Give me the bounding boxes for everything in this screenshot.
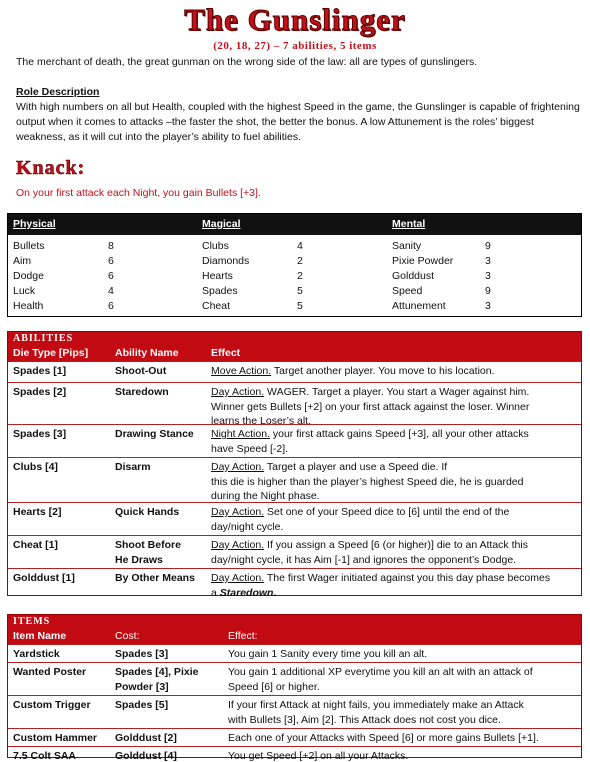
item-cost [115,749,225,762]
knack-heading: Knack: [16,157,86,179]
ability-effect [211,427,579,456]
ability-name [115,385,207,400]
stat-row-physical [13,269,203,284]
abilities-title: ABILITIES [8,332,581,346]
item-cost [115,731,225,746]
ability-effect-text: a [211,586,220,599]
ability-action-type: Day Action. [211,539,265,551]
stat-name: Clubs [202,240,229,252]
item-effect-line: If your first Attack at night fails, you immediately make an Attack [228,699,524,711]
item-cost-line: Spades [4], Pixie [115,666,199,678]
ability-effect-text: your first attack gains Speed [+3], all your other attacks [269,428,529,440]
item-effect-line: You gain 1 additional XP everytime you kill an alt with an attack of [228,666,533,678]
abilities-header [8,346,581,361]
ability-name [115,364,207,379]
items-header-cost: Cost: [115,630,140,642]
ability-effect [211,538,579,567]
ability-effect-line [211,505,579,520]
ability-effect-line [211,538,579,553]
item-effect-line: Speed [6] or higher. [228,680,320,693]
item-cost [115,698,225,713]
stats-header-mental: Mental [392,218,426,230]
ability-effect [211,385,579,429]
ability-effect-text: WAGER. Target a player. You start a Wager against him. [264,386,530,398]
ability-name-line: Disarm [115,461,151,473]
stat-value: 6 [108,300,114,312]
ability-name [115,538,207,567]
ability-effect-text: Target another player. You move to his location. [271,365,495,377]
ability-action-type: Night Action. [211,428,270,440]
stat-row-mental [392,284,582,299]
ability-effect-text: The first Wager initiated against you this day phase becomes [264,572,551,584]
item-name: Custom Hammer [13,732,98,744]
stats-header [8,214,581,235]
ability-name-line: Staredown [115,386,169,398]
items-table [7,614,582,762]
items-title: ITEMS [8,615,581,629]
item-cost-line: Spades [3] [115,648,169,660]
stat-value: 4 [297,240,303,252]
item-cost-line: Golddust [2] [115,732,177,744]
ability-row [8,382,581,427]
stat-row-magical [202,239,392,254]
ability-action-type: Day Action. [211,461,265,473]
stats-mental [392,239,582,314]
page-title: The Gunslinger [184,2,406,37]
ability-effect-line [211,400,579,415]
item-cost [115,647,225,662]
ability-effect-line [211,571,579,586]
ability-effect-text: have Speed [-2]. [211,442,289,455]
ability-effect-text: during the Night phase. [211,490,320,502]
ability-effect-text: this die is higher than the player’s highest Speed die, he is guarded [211,475,524,488]
stat-name: Bullets [13,240,45,252]
stat-value: 6 [108,255,114,267]
ability-effect-line [211,520,579,535]
stat-name: Pixie Powder [392,255,454,267]
item-row [8,746,581,762]
knack-text: On your first attack each Night, you gain Bullets [+3]. [16,187,261,199]
ability-die: Hearts [2] [13,506,62,518]
ability-name [115,571,207,586]
ability-name [115,505,207,520]
abilities-rows [8,361,581,602]
item-effect-line: Each one of your Attacks with Speed [6] or more gains Bullets [+1]. [228,732,539,744]
item-effect-line: with Bullets [3], Aim [2]. This Attack does not cost you dice. [228,713,501,726]
ability-effect [211,364,579,379]
ability-effect-text: If you assign a Speed [6 (or higher)] die to an Attack this [264,539,528,551]
stat-row-mental [392,299,582,314]
stats-header-physical: Physical [13,218,56,230]
item-effect [228,749,580,762]
stats-magical [202,239,392,314]
ability-name [115,427,207,442]
stat-row-magical [202,269,392,284]
stat-value: 2 [297,255,303,267]
ability-effect-text: learns the Loser’s alt. [211,415,312,427]
ability-action-type: Move Action. [211,365,272,377]
stats-table [7,213,582,317]
stat-value: 3 [485,270,491,282]
item-name: Custom Trigger [13,699,91,711]
ability-effect-text: Target a player and use a Speed die. If [264,461,448,473]
ability-effect [211,460,579,504]
item-cost-line: Golddust [4] [115,750,177,762]
stat-name: Dodge [13,270,44,282]
stat-row-mental [392,269,582,284]
stat-name: Attunement [392,300,446,312]
ability-name-line: He Draws [115,553,163,566]
item-cost-line: Spades [5] [115,699,169,711]
stat-name: Health [13,300,44,312]
stat-value: 3 [485,255,491,267]
stat-name: Sanity [392,240,422,252]
item-name: Yardstick [13,648,60,660]
ability-effect-text: day/night cycle, it has Aim [-1] and ignores the opponent’s Dodge. [211,553,517,566]
stat-value: 8 [108,240,114,252]
ability-action-type: Day Action. [211,572,265,584]
ability-die: Spades [1] [13,365,67,377]
stat-row-physical [13,254,203,269]
ability-action-type: Day Action. [211,506,265,518]
ability-effect [211,505,579,534]
stat-value: 9 [485,285,491,297]
item-effect [228,731,580,746]
ability-effect-line [211,427,579,442]
stat-row-physical [13,284,203,299]
ability-effect-text: Winner gets Bullets [+2] on your first attack against the loser. Winner [211,400,530,413]
ability-effect-line [211,385,579,400]
ability-row [8,457,581,502]
stat-name: Cheat [202,300,231,312]
ability-die: Spades [3] [13,428,67,440]
ability-effect-line [211,586,579,601]
ability-die: Golddust [1] [13,572,75,584]
stats-header-magical: Magical [202,218,241,230]
stat-value: 3 [485,300,491,312]
ability-effect-line [211,475,579,490]
ability-effect-text: Set one of your Speed dice to [6] until the end of the [264,506,510,518]
stats-physical [13,239,203,314]
item-row [8,662,581,695]
ability-name-line: Shoot-Out [115,365,167,377]
item-effect-line: You get Speed [+2] on all your Attacks. [228,750,409,762]
ability-row [8,502,581,535]
stat-name: Aim [13,255,32,267]
stat-row-magical [202,284,392,299]
stat-row-mental [392,254,582,269]
item-effect [228,647,580,662]
item-name: 7.5 Colt SAA [13,750,77,762]
abilities-header-die: Die Type [Pips] [13,347,89,359]
stat-value: 6 [108,270,114,282]
stat-value: 4 [108,285,114,297]
stat-value: 5 [297,285,303,297]
ability-name-line: Shoot Before [115,539,181,551]
items-header [8,629,581,644]
ability-name [115,460,207,475]
ability-row [8,361,581,382]
ability-effect [211,571,579,600]
items-header-name: Item Name [13,630,67,642]
item-cost-line: Powder [3] [115,680,169,693]
stat-name: Spades [202,285,238,297]
page-subtitle: (20, 18, 27) – 7 abilities, 5 items [213,40,377,52]
ability-effect-line [211,460,579,475]
ability-action-type: Day Action. [211,386,265,398]
item-name: Wanted Poster [13,666,87,678]
stat-name: Speed [392,285,423,297]
role-heading: Role Description [16,86,100,98]
stat-value: 9 [485,240,491,252]
abilities-table [7,331,582,599]
stat-name: Diamonds [202,255,250,267]
ability-effect-line [211,364,579,379]
item-effect [228,698,580,727]
item-effect [228,665,580,694]
stat-name: Golddust [392,270,435,282]
item-cost [115,665,225,694]
ability-die: Clubs [4] [13,461,58,473]
items-rows [8,644,581,762]
abilities-header-effect: Effect [211,347,241,359]
ability-die: Cheat [1] [13,539,58,551]
ability-effect-emphasis: Staredown. [219,586,277,599]
role-text: With high numbers on all but Health, coupled with the highest Speed in the game, the Gunslinger is capable of frightening output when it comes to attacks –the faster the shot, the better the bonus. A low Attunement is the roles’ biggest weakness, as it will cut into the player’s ability to fuel abilities. [16,101,580,143]
stat-value: 2 [297,270,303,282]
ability-row [8,424,581,457]
ability-name-line: By Other Means [115,572,195,584]
ability-row [8,568,581,602]
stat-row-physical [13,239,203,254]
intro-text: The merchant of death, the great gunman on the wrong side of the law: all are types of gunslingers. [16,56,478,68]
items-header-effect: Effect: [228,630,258,642]
stat-row-magical [202,299,392,314]
abilities-header-name: Ability Name [115,347,179,359]
ability-die: Spades [2] [13,386,67,398]
stat-name: Luck [13,285,36,297]
ability-effect-line [211,553,579,568]
stat-name: Hearts [202,270,233,282]
ability-row [8,535,581,568]
stat-row-physical [13,299,203,314]
ability-name-line: Drawing Stance [115,428,194,440]
ability-effect-text: day/night cycle. [211,520,284,533]
stat-value: 5 [297,300,303,312]
ability-name-line: Quick Hands [115,506,180,518]
stat-row-magical [202,254,392,269]
stat-row-mental [392,239,582,254]
item-effect-line: You gain 1 Sanity every time you kill an alt. [228,648,428,660]
item-row [8,644,581,662]
item-row [8,728,581,746]
item-row [8,695,581,728]
ability-effect-line [211,442,579,457]
